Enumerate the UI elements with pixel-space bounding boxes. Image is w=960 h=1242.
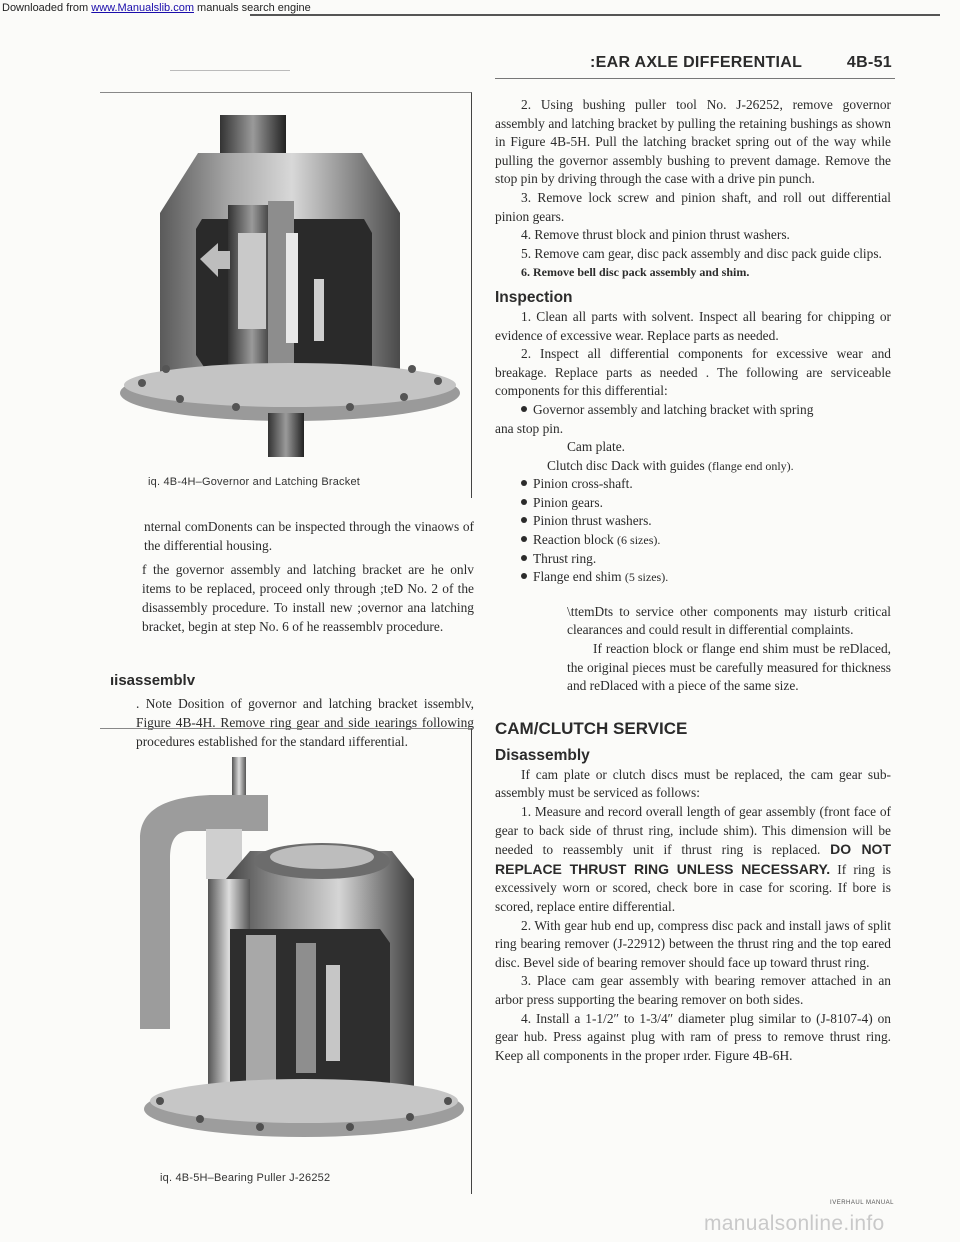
page-header — [590, 54, 892, 72]
bullet-cam-plate: Cam plate. — [567, 439, 626, 455]
bullet-thrust-ring — [495, 550, 891, 569]
bullet-dot — [521, 480, 527, 486]
bearing-puller-illustration — [100, 729, 472, 1195]
bullet-dot — [521, 536, 527, 542]
inspection-heading: Inspection — [495, 288, 573, 306]
bullet-flange-shim-note: (5 sizes). — [624, 570, 669, 585]
header-rule-left — [170, 70, 290, 71]
cam-clutch-heading: CAM/CLUTCH SERVICE — [495, 718, 688, 738]
bullet-clutch-disc — [495, 457, 891, 476]
bullet-pinion-gears — [495, 494, 891, 513]
bullet-dot — [521, 406, 527, 412]
manualslib-link[interactable]: www.Manualslib.com — [91, 2, 194, 14]
disassembly-step-4: 4. Install a 1-1/2″ to 1-3/4″ diameter plug similar to (J-8107-4) on gear hub. Press against plug with ram of press to remove thrust ring. Keep all components in the proper ırder. Figure 4B-6H. — [495, 1010, 891, 1063]
page-number: 4B-51 — [846, 54, 892, 71]
bullet-thrust-ring-text: Thrust ring. — [533, 550, 597, 566]
figure-governor-photo — [100, 92, 472, 498]
header-rule — [495, 78, 895, 79]
bullet-flange-shim-text: Flange end shim — [533, 569, 625, 585]
right-column — [495, 96, 891, 1065]
banner-prefix: Downloaded from — [2, 2, 92, 14]
bullet-dot — [521, 517, 527, 523]
bullet-cross-shaft-text: Pinion cross-shaft. — [533, 476, 633, 492]
step-5: 5. Remove cam gear, disc pack assembly and disc pack guide clips. — [521, 245, 882, 261]
top-rule — [250, 14, 940, 16]
bullet-thrust-washers — [495, 512, 891, 531]
bullet-cross-shaft — [495, 475, 891, 494]
bullet-reaction-block-note: (6 sizes). — [617, 533, 661, 548]
warning-do-not-replace: DO NOT REPLACE THRUST RING UNLESS NECESSARY. — [495, 841, 891, 877]
disassembly-step-1-tail: If ring is excessively worn or scored, check bore in case for scoring. If bore is scored, replace entire differential. — [495, 861, 892, 914]
banner-suffix: manuals search engine — [193, 2, 311, 14]
inspection-1: 1. Clean all parts with solvent. Inspect all bearing for chipping or evidence of excessive wear. Replace parts as needed. — [495, 308, 891, 343]
disassembly-step-1 — [495, 803, 891, 917]
bullet-clutch-disc-text: Clutch disc Dack with guides — [547, 457, 709, 473]
footer-mark: IVERHAUL MANUAL — [830, 1200, 894, 1206]
governor-illustration — [100, 93, 472, 499]
bullet-dot — [521, 573, 527, 579]
bullet-reaction-block — [495, 531, 891, 550]
figure1-caption: iq. 4B-4H–Governor and Latching Bracket — [148, 476, 361, 488]
figure2-caption: iq. 4B-5H–Bearing Puller J-26252 — [160, 1172, 331, 1184]
disassembly-heading-right: Disassembly — [495, 746, 590, 764]
bullet-flange-shim — [495, 568, 891, 587]
bullet-governor-text: Governor assembly and latching bracket with spring — [533, 401, 814, 417]
bullet-clutch-disc-note: (flange end only). — [708, 458, 794, 473]
left-paragraph-3: . Note Dosition of governor and latching bracket issemblv, Figure 4B-4H. Remove ring gear and side ıearings following procedures established for the standard ıifferential. — [136, 696, 474, 749]
caution-paragraph-2: If reaction block or flange end shim must be reDlaced, the original pieces must be carefully measured for thickness and reDlaced with a piece of the same size. — [567, 641, 891, 694]
left-paragraph-2: f the governor assembly and latching bracket are he onlv items to be replaced, proceed only through ;teD No. 2 of the disassembly procedure. To install new ;overnor ana latching bracket, begin at step No. 6 of he reassemblv procedure. — [142, 562, 474, 634]
step-4: 4. Remove thrust block and pinion thrust washers. — [521, 227, 790, 243]
spacer — [495, 587, 891, 603]
download-banner — [2, 2, 311, 14]
bullet-reaction-block-text: Reaction block — [533, 532, 618, 548]
disassembly-heading-left: ıisassemblv — [110, 672, 196, 689]
bullet-governor-cont: ana stop pin. — [495, 420, 564, 436]
figure-bearing-puller-photo — [100, 728, 472, 1194]
header-title: :EAR AXLE DIFFERENTIAL — [590, 54, 803, 71]
step-3: 3. Remove lock screw and pinion shaft, and roll out differential pinion gears. — [495, 189, 891, 224]
inspection-2: 2. Inspect all differential components for excessive wear and breakage. Replace parts as needed . The following are serviceable components for this differential: — [495, 346, 891, 399]
disassembly-step-2: 2. With gear hub end up, compress disc pack and install jaws of split ring bearing remover (J-22912) between the thrust ring and the top eared disc. Bevel side of bearing remover should face up toward thrust ring. — [495, 917, 891, 970]
caution-paragraph-1: \ttemDts to service other components may ıisturb critical clearances and could result in differential complaints. — [567, 603, 891, 638]
bullet-pinion-gears-text: Pinion gears. — [533, 494, 603, 510]
bullet-dot — [521, 555, 527, 561]
watermark: manualsonline.info — [704, 1212, 885, 1235]
disassembly-step-3: 3. Place cam gear assembly with bearing remover attached in an arbor press supporting the bearing remover on both sides. — [495, 973, 891, 1007]
step-2: 2. Using bushing puller tool No. J-26252, remove governor assembly and latching bracket by pulling the retaining bushings as shown in Figure 4B-5H. Pull the latching bracket spring out of the way while pulling the governor assembly bushing to prevent damage. Remove the stop pin by driving through the case with a drive pin punch. — [495, 97, 891, 187]
bullet-dot — [521, 499, 527, 505]
bullet-thrust-washers-text: Pinion thrust washers. — [533, 513, 652, 529]
disassembly-step-1-text: 1. Measure and record overall length of gear assembly (front face of gear to back side of thrust ring, include shim). This dimension will be needed to reassembly unit if thrust ring is replaced. — [495, 804, 891, 858]
disassembly-intro: If cam plate or clutch discs must be replaced, the cam gear sub-assembly must be serviced as follows: — [495, 766, 891, 801]
step-6: 6. Remove bell disc pack assembly and shim. — [521, 265, 750, 280]
bullet-governor — [495, 401, 891, 420]
left-paragraph-1: nternal comDonents can be inspected through the vinaows of the differential housing. — [144, 519, 474, 553]
